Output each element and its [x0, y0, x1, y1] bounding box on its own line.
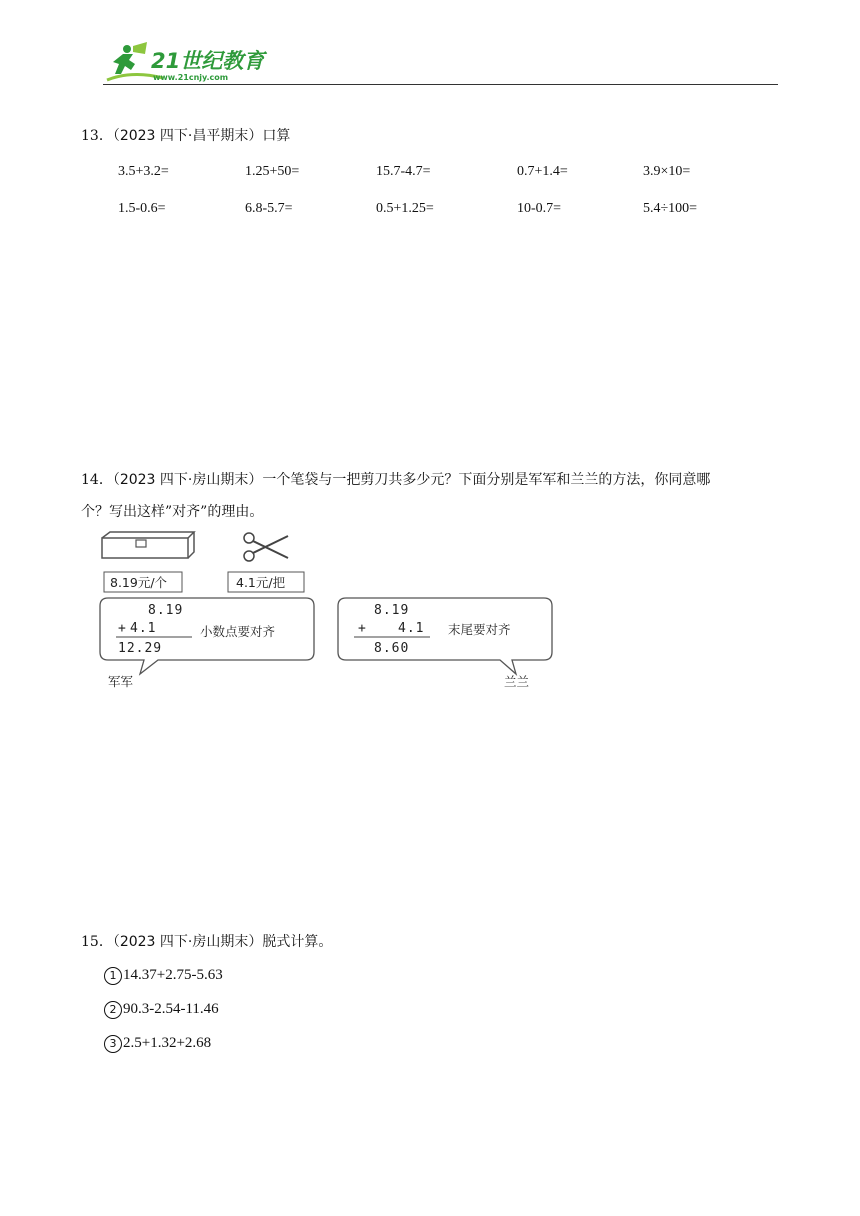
q15-item-mark: 3 [104, 1035, 122, 1053]
lanlan-speech-bubble [338, 598, 552, 674]
q13-item: 1.5-0.6= [118, 201, 166, 216]
lanlan-op: + [358, 621, 367, 636]
lanlan-addend: 4.1 [398, 621, 425, 636]
q14-text-line1: 一个笔袋与一把剪刀共多少元？下面分别是军军和兰兰的方法，你同意哪 [262, 472, 711, 488]
junjun-op: + [118, 621, 127, 636]
q14-text-line2: 个？写出这样”对齐”的理由。 [81, 504, 264, 520]
logo-text: 21世纪教育 [151, 49, 265, 73]
q14-source: （2023 四下·房山期末） [112, 472, 263, 488]
price-scissors: 4.1元/把 [236, 575, 286, 590]
q13-item: 15.7-4.7= [376, 164, 431, 179]
junjun-top: 8.19 [148, 603, 184, 618]
price-pencil-case: 8.19元/个 [110, 575, 168, 590]
lanlan-note: 末尾要对齐 [448, 622, 511, 637]
q15-item-expr: 14.37+2.75-5.63 [123, 967, 223, 983]
junjun-result: 12.29 [118, 641, 163, 656]
junjun-note: 小数点要对齐 [200, 624, 276, 639]
q13-item: 0.7+1.4= [517, 164, 568, 179]
lanlan-name: 兰兰 [504, 674, 530, 689]
q13-number: 13． [81, 128, 113, 144]
q15-source: （2023 四下·房山期末） [112, 934, 263, 950]
q14-figure [96, 528, 566, 692]
q13-title: 口算 [262, 128, 291, 144]
q15-item-mark: 2 [104, 1001, 122, 1019]
q13-source: （2023 四下·昌平期末） [112, 128, 263, 144]
q13-item: 0.5+1.25= [376, 201, 434, 216]
q13-item: 10-0.7= [517, 201, 562, 216]
q15-heading [81, 932, 332, 952]
q15-item [104, 965, 223, 985]
scissors-icon [244, 533, 288, 561]
junjun-name: 军军 [108, 674, 134, 689]
q15-item [104, 1033, 211, 1053]
q13-item: 5.4÷100= [643, 201, 698, 216]
q13-item: 6.8-5.7= [245, 201, 293, 216]
q13-item: 3.5+3.2= [118, 164, 169, 179]
q15-number: 15． [81, 934, 113, 950]
q14-heading [81, 470, 710, 490]
q15-item-expr: 2.5+1.32+2.68 [123, 1035, 212, 1051]
site-logo [103, 40, 273, 84]
q13-item: 1.25+50= [245, 164, 300, 179]
lanlan-top: 8.19 [374, 603, 410, 618]
q15-item-expr: 90.3-2.54-11.46 [123, 1001, 219, 1017]
q15-item [104, 999, 219, 1019]
q13-item: 3.9×10= [643, 164, 691, 179]
q15-title: 脱式计算。 [262, 934, 333, 950]
q14-number: 14． [81, 472, 113, 488]
q15-item-mark: 1 [104, 967, 122, 985]
header-rule [103, 84, 778, 85]
junjun-addend: 4.1 [130, 621, 157, 636]
logo-url: www.21cnjy.com [153, 73, 229, 82]
q13-heading [81, 126, 290, 146]
pencil-case-icon [102, 532, 194, 558]
lanlan-result: 8.60 [374, 641, 410, 656]
